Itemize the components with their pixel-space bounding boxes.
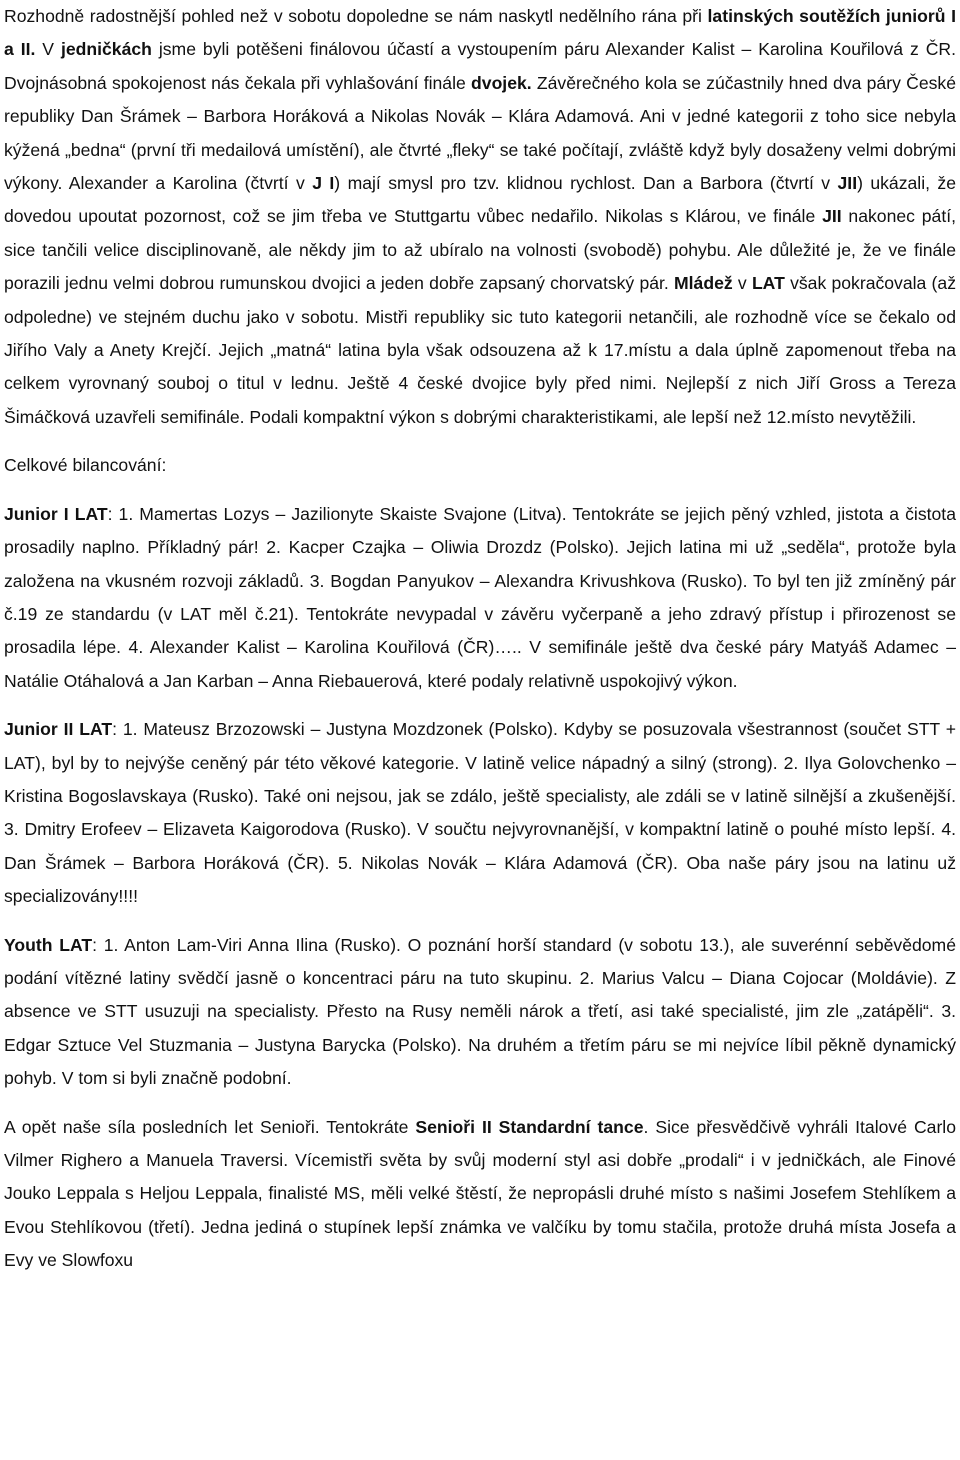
bold-text-segment: Senioři II Standardní tance bbox=[415, 1116, 644, 1137]
paragraph-junior-ii-lat-results bbox=[4, 713, 956, 913]
bold-text-segment: Junior I LAT bbox=[4, 503, 108, 524]
bold-text-segment: Mládež bbox=[674, 273, 733, 294]
text-segment: ) mají smysl pro tzv. klidnou rychlost. Dan a Barbora (čtvrtí v bbox=[334, 173, 838, 194]
text-segment: Rozhodně radostnější pohled než v sobotu dopoledne se nám naskytl nedělního rána při bbox=[4, 6, 708, 26]
text-segment: Závěrečného kola se zúčastnily hned dva páry České republiky Dan Šrámek – Barbora Horáková a Nikolas Novák – Klára Adamová. Ani v jedné kategorii z toho sice nebyla kýžená „bedna“ (první tři medailová umístění), ale čtvrté „fleky“ se také počítají, zvláště když byly dosaženy velmi dobrými výkony. Alexander a Karolina (čtvrtí v bbox=[4, 72, 956, 194]
text-segment: : 1. Anton Lam-Viri Anna Ilina (Rusko). O poznání horší standard (v sobotu 13.), ale suverénní seběvědomé podání vítězné latiny svědčí jasně o koncentraci páru na tuto skupinu. 2. Marius Valcu – Diana Cojocar (Moldávie). Z absence ve STT usuzuji na specialisty. Přesto na Rusy neměli nárok a třetí, asi také specialisté, jim zle „zatápěli“. 3. Edgar Sztuce Vel Stuzmania – Justyna Barycka (Polsko). Na druhém a třetím páru se mi nejvíce líbil pěkně dynamický pohyb. V tom si byli značně podobní. bbox=[4, 934, 956, 1089]
bold-text-segment: JII bbox=[822, 206, 842, 227]
text-segment: A opět naše síla posledních let Senioři. Tentokráte bbox=[4, 1116, 416, 1137]
text-segment: nakonec pátí, sice tančili velice disciplinovaně, ale někdy jim to až ubíralo na volnosti (svobodě) pohybu. Ale důležité je, že ve finále porazili jednu velmi dobrou rumunskou dvojici a jeden dobře zapsaný chorvatský pár. bbox=[4, 206, 957, 294]
text-segment: však pokračovala (až odpoledne) ve stejném duchu jako v sobotu. Mistři republiky sic tuto kategorii netančili, ale rozhodně více se čekalo od Jiřího Valy a Anety Krejčí. Jejich „matná“ latina byla však odsouzena až k 17.místu a dala úplně zapomenout třeba na celkem vyrovnaný souboj o titul v lednu. Ještě 4 české dvojice byly před nimi. Nejlepší z nich Jiří Gross a Tereza Šimáčková uzavřeli semifinále. Podali kompaktní výkon s dobrými charakteristikami, ale lepší než 12.místo nevytěžili. bbox=[4, 273, 956, 427]
text-segment: Celkové bilancování: bbox=[4, 455, 167, 476]
text-segment: : 1. Mamertas Lozys – Jazilionyte Skaiste Svajone (Litva). Tentokráte se jejich pěný vzhled, jistota a čistota prosadily naplno. Příkladný pár! 2. Kacper Czajka – Oliwia Drozdz (Polsko). Jejich latina mi už „seděla“, protože byla založena na vkusném rozvoji základů. 3. Bogdan Panyukov – Alexandra Krivushkova (Rusko). To byl ten již zmíněný pár č.19 ze standardu (v LAT měl č.21). Tentokráte nevypadal v závěru vyčerpaně a jeho zdravý přístup i přirozenost se prosadila lépe. 4. Alexander Kalist – Karolina Kouřilová (ČR)….. V semifinále ještě dva české páry Matyáš Adamec – Natálie Otáhalová a Jan Karban – Anna Riebauerová, které podaly relativně uspokojivý výkon. bbox=[4, 503, 956, 691]
bold-text-segment: J I bbox=[312, 173, 335, 194]
bold-text-segment: Youth LAT bbox=[4, 934, 93, 955]
text-segment: ) ukázali, že dovedou upoutat pozornost, což se jim třeba ve Stuttgartu vůbec nedařilo. Nikolas s Klárou, ve finále bbox=[4, 173, 957, 227]
text-segment: V bbox=[35, 39, 61, 60]
text-segment: . Sice přesvědčivě vyhráli Italové Carlo Vilmer Righero a Manuela Traversi. Vícemistři světa by svůj moderní styl asi dobře „prodali“ i v jedničkách, ale Finové Jouko Leppala s Heljou Leppala, finalisté MS, měli velké štěstí, že nepropásli druhé místo s našimi Josefem Stehlíkem a Evou Stehlíkovou (třetí). Jedna jediná o stupínek lepší známka ve valčíku by tomu stačila, protože druhá místa Josefa a Evy ve Slowfoxu bbox=[4, 1116, 956, 1271]
text-segment: v bbox=[732, 273, 752, 294]
bold-text-segment: dvojek. bbox=[471, 72, 532, 93]
paragraph-junior-sunday-overview bbox=[4, 0, 956, 434]
bold-text-segment: JII bbox=[837, 173, 858, 194]
bold-text-segment: latinských soutěžích juniorů I a II. bbox=[4, 6, 956, 60]
text-segment: jsme byli potěšeni finálovou účastí a vystoupením páru Alexander Kalist – Karolina Kouřilová z ČR. Dvojnásobná spokojenost nás čekala při vyhlašování finále bbox=[4, 39, 956, 93]
bold-text-segment: jedničkách bbox=[60, 39, 152, 60]
text-segment: : 1. Mateusz Brzozowski – Justyna Mozdzonek (Polsko). Kdyby se posuzovala všestrannost (součet STT + LAT), byl by to nejvýše ceněný pár této věkové kategorie. V latině velice nápadný a silný (strong). 2. Ilya Golovchenko – Kristina Bogoslavskaya (Rusko). Také oni nejsou, jak se zdálo, ještě specialisty, ale zdáli se v latině silnější a zkušenější. 3. Dmitry Erofeev – Elizaveta Kaigorodova (Rusko). V součtu nejvyrovnanější, v kompaktní latině o pouhé místo lepší. 4. Dan Šrámek – Barbora Horáková (ČR). 5. Nikolas Novák – Klára Adamová (ČR). Oba naše páry jsou na latinu už specializovány!!!! bbox=[4, 719, 956, 907]
paragraph-seniors-ii-standard bbox=[4, 1111, 956, 1278]
paragraph-youth-lat-results bbox=[4, 929, 956, 1096]
paragraph-overall-summary-heading bbox=[4, 449, 956, 482]
bold-text-segment: Junior II LAT bbox=[4, 719, 113, 740]
paragraph-junior-i-lat-results bbox=[4, 498, 956, 698]
bold-text-segment: LAT bbox=[751, 273, 785, 294]
